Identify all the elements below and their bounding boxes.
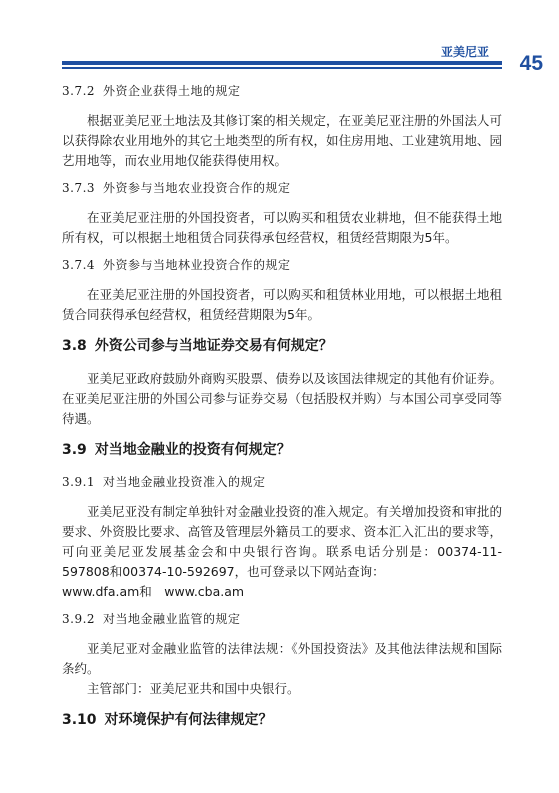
subsection-heading-3-7-3 [62, 179, 502, 197]
section-heading-3-8 [62, 335, 502, 357]
paragraph-3-8: 亚美尼亚政府鼓励外商购买股票、债券以及该国法律规定的其他有价证券。在亚美尼亚注册的外国公司参与证券交易（包括股权并购）与本国公司享受同等待遇。 [62, 371, 502, 426]
subsection-number: 3.9.2 [62, 612, 96, 626]
subsection-heading-3-9-1 [62, 473, 502, 491]
subsection-number: 3.7.2 [62, 84, 96, 98]
section-number: 3.8 [62, 338, 87, 354]
section-title: 对环境保护有何法律规定？ [104, 712, 273, 728]
website-links[interactable]: www.dfa.am和 www.cba.am [62, 584, 245, 599]
section-heading-3-10 [62, 709, 502, 731]
subsection-title: 外资参与当地农业投资合作的规定 [103, 181, 291, 195]
subsection-number: 3.9.1 [62, 475, 96, 489]
page-content [62, 82, 502, 743]
subsection-number: 3.7.3 [62, 181, 96, 195]
section-title: 对当地金融业的投资有何规定？ [94, 442, 291, 458]
paragraph-3-9-1 [62, 502, 502, 602]
subsection-heading-3-7-4 [62, 256, 502, 274]
paragraph-3-7-2: 根据亚美尼亚土地法及其修订案的相关规定，在亚美尼亚注册的外国法人可以获得除农业用地外的其它土地类型的所有权，如住房用地、工业建筑用地、园艺用地等，而农业用地仅能获得使用权。 [62, 113, 502, 168]
subsection-heading-3-9-2 [62, 610, 502, 628]
paragraph-3-9-2-authority: 主管部门：亚美尼亚共和国中央银行。 [87, 681, 300, 696]
paragraph-3-9-2: 亚美尼亚对金融业监管的法律法规：《外国投资法》及其他法律法规和国际条约。 [62, 641, 502, 676]
section-heading-3-9 [62, 439, 502, 461]
header-rule-thick [62, 61, 502, 65]
subsection-title: 对当地金融业监管的规定 [103, 612, 241, 626]
subsection-number: 3.7.4 [62, 258, 96, 272]
subsection-title: 对当地金融业投资准入的规定 [103, 475, 266, 489]
subsection-heading-3-7-2 [62, 82, 502, 100]
subsection-title: 外资企业获得土地的规定 [103, 84, 241, 98]
section-title: 外资公司参与当地证券交易有何规定？ [94, 338, 333, 354]
page-number: 45 [519, 52, 543, 75]
section-number: 3.9 [62, 442, 87, 458]
subsection-title: 外资参与当地林业投资合作的规定 [103, 258, 291, 272]
paragraph-3-7-3: 在亚美尼亚注册的外国投资者，可以购买和租赁农业耕地，但不能获得土地所有权，可以根据土地租赁合同获得承包经营权，租赁经营期限为5年。 [62, 210, 502, 245]
section-number: 3.10 [62, 712, 97, 728]
header-rule-thin [62, 67, 502, 69]
paragraph-text: 亚美尼亚没有制定单独针对金融业投资的准入规定。有关增加投资和审批的要求、外资股比要求、高管及管理层外籍员工的要求、资本汇入汇出的要求等，可向亚美尼亚发展基金会和中央银行咨询。联系电话分别是：00374-11-597808和00374-10-592697，也可登录以下网站查询： [62, 504, 502, 579]
running-header: 亚美尼亚 [440, 45, 489, 59]
paragraph-3-7-4: 在亚美尼亚注册的外国投资者，可以购买和租赁林业用地，可以根据土地租赁合同获得承包经营权，租赁经营期限为5年。 [62, 287, 502, 322]
